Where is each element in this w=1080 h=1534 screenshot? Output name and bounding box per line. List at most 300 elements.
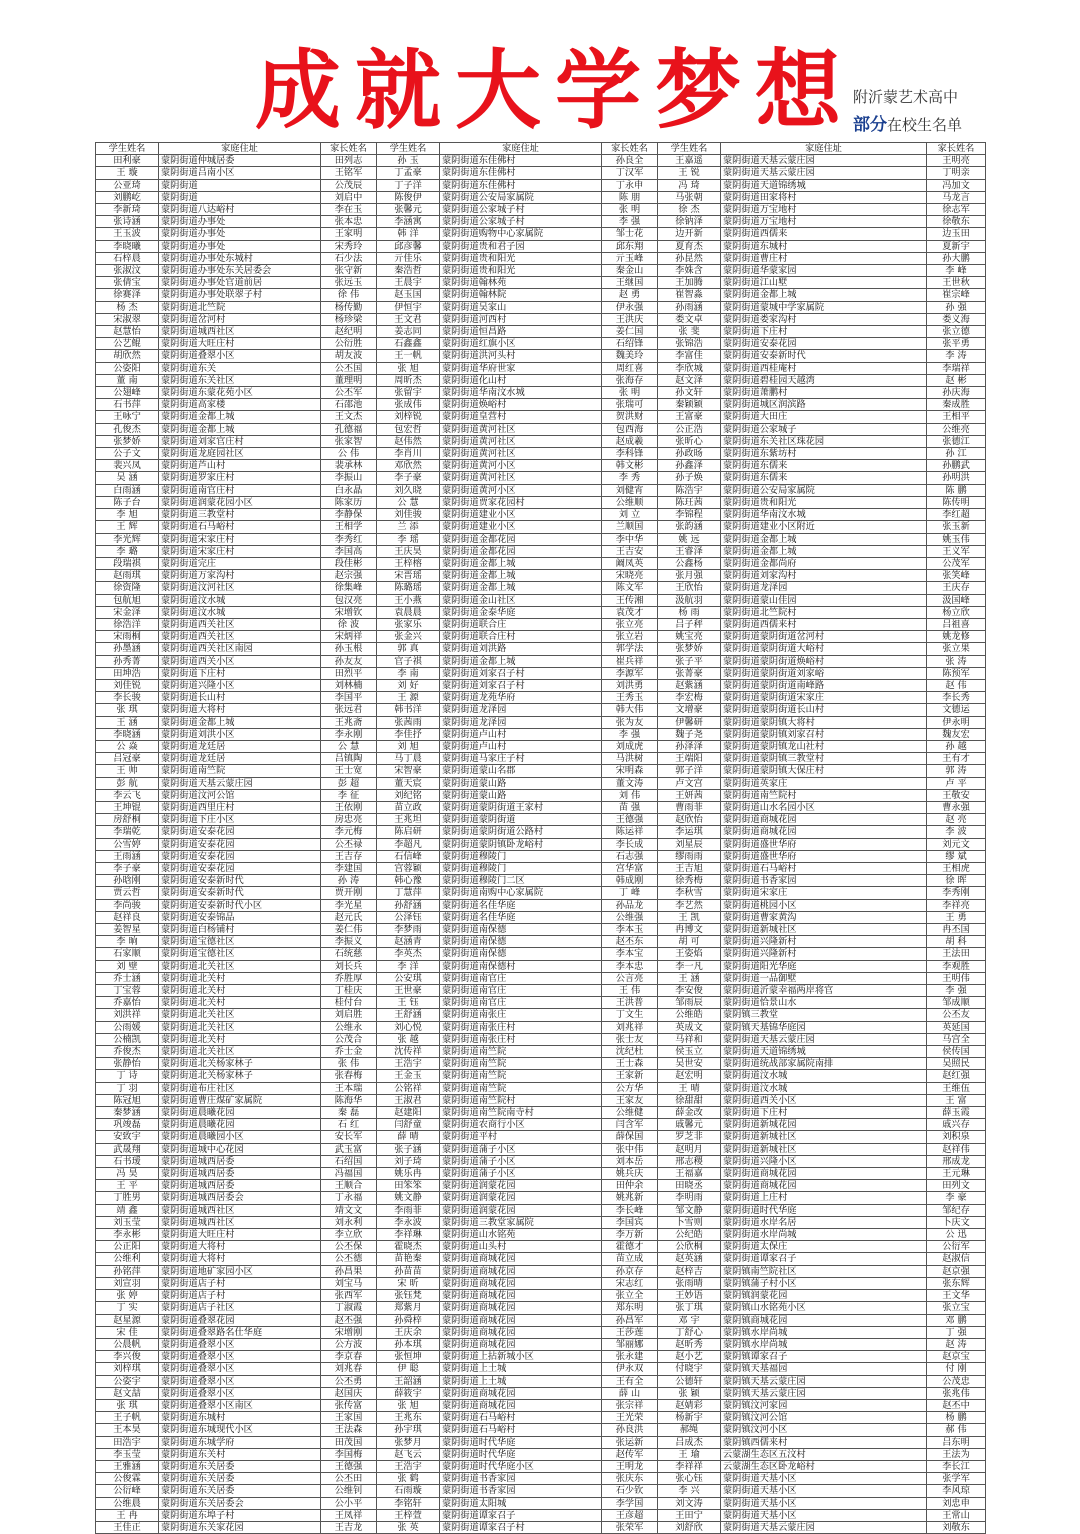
student-name-cell: 孙鑫泽 [658,460,721,472]
parent-name-cell: 胡 科 [927,936,986,948]
parent-name-cell: 赵丕东 [602,936,658,948]
address-cell: 蒙阴街道龙泽园 [440,704,602,716]
table-row [96,1253,986,1265]
parent-name-cell: 姚龙修 [927,631,986,643]
student-name-cell: 赵建阳 [377,1107,440,1119]
address-cell: 蒙阴街道蒙阴街道 [440,814,602,826]
parent-name-cell: 赵京强 [927,1265,986,1277]
address-cell: 蒙阴街道书香家园 [440,1473,602,1485]
student-name-cell: 张 旭 [377,362,440,374]
address-cell: 蒙阴街道东城学府 [159,1436,321,1448]
student-name-cell: 李晓曦 [96,240,159,252]
address-cell: 蒙阴镇汶河公馆 [721,1412,927,1424]
student-name-cell: 孙秀菁 [96,655,159,667]
parent-name-cell: 郭 涛 [927,765,986,777]
student-name-cell: 王嘉遥 [658,155,721,167]
student-name-cell: 郭 真 [377,643,440,655]
parent-name-cell: 刘 伟 [602,789,658,801]
parent-name-cell: 裴承林 [321,460,377,472]
student-name-cell: 赵星源 [96,1314,159,1326]
student-name-cell: 刘佳锐 [96,679,159,691]
parent-name-cell: 刘元文 [927,838,986,850]
student-name-cell: 丁 诗 [96,1070,159,1082]
student-name-cell: 孙墨涵 [96,643,159,655]
student-name-cell: 孙文轩 [658,387,721,399]
student-name-cell: 包航旭 [96,594,159,606]
student-name-cell: 孙泽泽 [658,740,721,752]
address-cell: 蒙阴街道翰林院 [440,289,602,301]
student-name-cell: 付晓宇 [658,1363,721,1375]
address-cell: 蒙阴街道南官庄 [440,972,602,984]
student-name-cell: 刘星辰 [658,838,721,850]
address-cell: 蒙阴街道东儒来 [721,460,927,472]
student-name-cell: 王梓榕 [377,557,440,569]
table-row [96,1155,986,1167]
address-cell: 蒙阴街道罗家庄村 [159,472,321,484]
student-name-cell: 李 瑶 [377,533,440,545]
parent-name-cell: 赵淑信 [927,1253,986,1265]
parent-name-cell: 公丕国 [321,362,377,374]
address-cell: 蒙阴街道兴隆小区 [159,679,321,691]
student-name-cell: 李安俊 [658,985,721,997]
address-cell: 蒙阴街道蒙阴街道南峰路 [721,679,927,691]
address-cell: 蒙阴街道安泰花园 [159,850,321,862]
parent-name-cell: 赵纪明 [321,326,377,338]
student-name-cell: 李永彬 [96,1229,159,1241]
table-row [96,704,986,716]
parent-name-cell: 王凤祥 [321,1509,377,1521]
table-row [96,1473,986,1485]
student-name-cell: 张成伟 [377,399,440,411]
parent-name-cell: 王世秋 [927,277,986,289]
address-cell: 蒙阴街道龙苑华府 [440,692,602,704]
parent-name-cell: 贾开刚 [321,887,377,899]
address-cell: 蒙阴街道南保德 [440,948,602,960]
student-name-cell: 秦梦涵 [96,1107,159,1119]
address-cell: 蒙阴街道宋家庄村 [159,533,321,545]
table-row [96,1143,986,1155]
address-cell: 蒙阴街道刘洪路 [440,643,602,655]
parent-name-cell: 夏新宇 [927,240,986,252]
student-name-cell: 赵涵青 [377,936,440,948]
student-name-cell: 田笨笨 [377,1180,440,1192]
student-name-cell: 王 平 [96,1180,159,1192]
table-row [96,1082,986,1094]
student-name-cell: 邱彦馨 [377,240,440,252]
parent-name-cell: 公衍胜 [321,338,377,350]
student-name-cell: 夏育杰 [658,240,721,252]
table-row [96,338,986,350]
parent-name-cell: 杨 鹏 [927,1412,986,1424]
address-cell: 蒙阴街道天基云蒙庄园 [721,155,927,167]
parent-name-cell: 陈传明 [927,496,986,508]
address-cell: 蒙阴街道洪河头村 [440,350,602,362]
address-cell: 蒙阴街道南竺院 [440,1046,602,1058]
parent-name-cell: 陈 鹏 [927,484,986,496]
address-cell: 蒙阴街道商城花园 [440,1338,602,1350]
student-name-cell: 石梓晨 [96,252,159,264]
address-cell: 蒙阴街道下庄村 [721,326,927,338]
table-row [96,960,986,972]
parent-name-cell: 陈文军 [602,582,658,594]
student-name-cell: 曹雨菲 [658,801,721,813]
parent-name-cell: 石少法 [321,252,377,264]
address-cell: 蒙阴街道南官庄 [440,997,602,1009]
table-row [96,1131,986,1143]
table-row [96,911,986,923]
table-row [96,765,986,777]
student-name-cell: 孙子焕 [658,472,721,484]
address-cell: 蒙阴街道吕南小区 [159,167,321,179]
student-name-cell: 李佳抒 [377,728,440,740]
table-row [96,850,986,862]
student-name-cell: 王世豪 [377,985,440,997]
address-cell: 蒙阴街道时代华庭 [721,1204,927,1216]
address-cell: 蒙阴街道沂蒙幸福两岸将官 [721,985,927,997]
student-name-cell: 张留宇 [377,387,440,399]
address-cell: 蒙阴街道蒙城中学家属院 [721,301,927,313]
parent-name-cell: 丁文生 [602,1009,658,1021]
parent-name-cell: 张立果 [927,643,986,655]
address-cell: 蒙阴街道东关村 [159,1448,321,1460]
student-name-cell: 李宏梅 [658,692,721,704]
student-name-cell: 丁舒心 [658,1326,721,1338]
student-name-cell: 石鑫鑫 [377,338,440,350]
student-name-cell: 公 慧 [377,496,440,508]
student-name-cell: 王富豪 [658,411,721,423]
parent-name-cell: 李本玉 [602,924,658,936]
table-row [96,362,986,374]
address-cell: 蒙阴街道太阳城 [440,1497,602,1509]
address-cell: 蒙阴街道万宝地村 [721,216,927,228]
student-name-cell: 董天宸 [377,777,440,789]
address-cell: 蒙阴街道下庄村 [721,1107,927,1119]
student-name-cell: 王雨涵 [96,850,159,862]
address-cell: 蒙阴镇汶河小区 [721,1424,927,1436]
student-name-cell: 孙晗刚 [96,875,159,887]
student-name-cell: 丁慧萍 [377,887,440,899]
address-cell: 蒙阴街道龙泽园 [721,582,927,594]
parent-name-cell: 张玉新 [927,521,986,533]
parent-name-cell: 公丕友 [927,1009,986,1021]
parent-name-cell: 周红喜 [602,362,658,374]
address-cell: 蒙阴街道仲城居委 [159,155,321,167]
student-name-cell: 张诗涵 [96,216,159,228]
student-name-cell: 李肖川 [377,448,440,460]
header-row [96,143,986,155]
address-cell: 蒙阴街道吴家山 [440,301,602,313]
student-name-cell: 孙铭萍 [96,1265,159,1277]
parent-name-cell: 贺洪财 [602,411,658,423]
parent-name-cell: 宋志红 [602,1277,658,1289]
parent-name-cell: 赵红强 [927,1070,986,1082]
table-row [96,472,986,484]
student-name-cell: 刘洪祥 [96,1009,159,1021]
student-name-cell: 裴兴凤 [96,460,159,472]
parent-name-cell: 刘敬东 [927,1521,986,1533]
table-row [96,1290,986,1302]
address-cell: 蒙阴街道完庄 [159,557,321,569]
address-cell: 蒙阴街道娄家沟村 [721,313,927,325]
student-name-cell: 李 旭 [96,509,159,521]
student-name-cell: 李艺然 [658,899,721,911]
parent-name-cell: 公方波 [321,1338,377,1350]
student-name-cell: 董 南 [96,374,159,386]
parent-name-cell: 孙京存 [602,1265,658,1277]
address-cell: 蒙阴街道东关社区珠花园 [721,435,927,447]
address-cell: 蒙阴街道黄河小区 [440,484,602,496]
table-row [96,277,986,289]
student-name-cell: 李锦程 [658,509,721,521]
parent-name-cell: 李振义 [321,936,377,948]
student-name-cell: 李雨菲 [377,1204,440,1216]
address-cell: 蒙阴街道蒙阴街道刘家峪 [721,667,927,679]
student-name-cell: 王 冉 [96,1509,159,1521]
table-row [96,972,986,984]
table-row [96,1229,986,1241]
parent-name-cell: 丁永福 [321,1192,377,1204]
parent-name-cell: 姚兆新 [602,1192,658,1204]
parent-name-cell: 卜庆文 [927,1216,986,1228]
student-name-cell: 公纪皓 [658,1229,721,1241]
student-name-cell: 田利豪 [96,155,159,167]
parent-name-cell: 安长军 [321,1131,377,1143]
student-name-cell: 公亚琦 [96,179,159,191]
table-row [96,265,986,277]
student-name-cell: 张子平 [658,655,721,667]
address-cell: 蒙阴街道大田庄 [721,411,927,423]
parent-name-cell: 公茂合 [321,1033,377,1045]
table-row [96,1070,986,1082]
parent-name-cell: 李长江 [927,1460,986,1472]
parent-name-cell: 陈家历 [321,496,377,508]
address-cell: 蒙阴街道金都花园 [440,545,602,557]
student-name-cell: 李玉莹 [96,1448,159,1460]
parent-name-cell: 宋明森 [602,765,658,777]
parent-name-cell: 吕镇陶 [321,753,377,765]
parent-name-cell: 伊永明 [927,716,986,728]
table-row [96,1338,986,1350]
parent-name-cell: 李 征 [321,789,377,801]
address-cell: 蒙阴街道贵和阳光 [721,496,927,508]
student-name-cell: 巩竣磊 [96,1119,159,1131]
address-cell: 蒙阴街道天基小区 [721,1485,927,1497]
table-row [96,1119,986,1131]
student-name-cell: 石雨璇 [377,1485,440,1497]
student-name-cell: 张 琪 [96,704,159,716]
student-name-cell: 靖 鑫 [96,1204,159,1216]
address-cell: 蒙阴街道黄河社区 [440,448,602,460]
parent-name-cell: 王德强 [602,814,658,826]
address-cell: 蒙阴街道时代华庭 [440,1448,602,1460]
student-name-cell: 陈璐瑶 [377,582,440,594]
parent-name-cell: 李本宝 [602,948,658,960]
address-cell: 蒙阴街道贵和阳光 [440,252,602,264]
parent-name-cell: 刘 立 [602,509,658,521]
student-name-cell: 姚乐冉 [377,1168,440,1180]
address-cell: 蒙阴街道蒙阴街道王家村 [440,801,602,813]
address-cell: 蒙阴街道大旺庄村 [159,338,321,350]
address-cell: 蒙阴街道刘洪小区 [159,728,321,740]
address-cell: 蒙阴街道东佳佛村 [440,167,602,179]
parent-name-cell: 公丕禄 [321,838,377,850]
parent-name-cell: 宫华富 [602,862,658,874]
student-name-cell: 刘宣羽 [96,1277,159,1289]
address-cell: 蒙阴街道上拈新城小区 [440,1351,602,1363]
student-name-cell: 邓 宇 [658,1314,721,1326]
student-name-cell: 公安琪 [377,972,440,984]
parent-name-cell: 张士友 [602,1033,658,1045]
table-row [96,582,986,594]
parent-name-cell: 秦金山 [602,265,658,277]
student-name-cell: 魏子尧 [658,728,721,740]
table-row [96,924,986,936]
student-name-cell: 李 兴 [658,1485,721,1497]
parent-name-cell: 袁茂才 [602,606,658,618]
address-cell: 蒙阴街道太保庄 [721,1241,927,1253]
address-cell: 蒙阴街道东关 [159,362,321,374]
student-name-cell: 赵婧彩 [658,1399,721,1411]
student-name-cell: 赵雨琪 [96,570,159,582]
student-name-cell: 丁孟豪 [377,167,440,179]
list-note-rest: 在校生名单 [887,116,963,134]
student-name-cell: 张月强 [658,570,721,582]
parent-name-cell: 王士宽 [321,765,377,777]
address-cell: 蒙阴街道城西居委 [159,1155,321,1167]
student-name-cell: 赵明月 [658,1143,721,1155]
parent-name-cell: 侯传国 [927,1046,986,1058]
table-row [96,1375,986,1387]
table-row [96,509,986,521]
address-cell: 蒙阴街道城区润滨路 [721,399,927,411]
student-name-cell: 王雅涵 [96,1460,159,1472]
parent-name-cell: 张家智 [321,435,377,447]
address-cell: 蒙阴街道办事处东关居委会 [159,265,321,277]
parent-name-cell: 曹永强 [927,801,986,813]
student-name-cell: 石家顺 [96,948,159,960]
parent-name-cell: 赵 涛 [927,1338,986,1350]
parent-name-cell: 张中伟 [602,1143,658,1155]
parent-name-cell: 公 伟 [321,448,377,460]
address-cell: 蒙阴街道八达峪村 [159,204,321,216]
parent-name-cell: 李京春 [321,1351,377,1363]
parent-name-cell: 孙鹏武 [927,460,986,472]
parent-name-cell: 乔胜厚 [321,972,377,984]
parent-name-cell: 李观胜 [927,960,986,972]
table-row [96,1424,986,1436]
address-cell: 蒙阴街道万家沟村 [159,570,321,582]
parent-name-cell: 崔兵祥 [602,655,658,667]
student-name-cell: 崔智淼 [658,289,721,301]
table-row [96,618,986,630]
student-name-cell: 李秋雪 [658,887,721,899]
parent-name-cell: 丁 强 [927,1326,986,1338]
table-row [96,643,986,655]
student-name-cell: 宋 佳 [96,1326,159,1338]
student-name-cell: 安致宇 [96,1131,159,1143]
address-cell: 蒙阴街道公安局家属院 [440,191,602,203]
address-cell: 蒙阴街道润蒙花园 [440,1204,602,1216]
parent-name-cell: 李国宾 [602,1216,658,1228]
student-name-cell: 刘久晓 [377,484,440,496]
student-name-cell: 冉博文 [658,924,721,936]
address-cell: 蒙阴街道北关社区 [159,1046,321,1058]
parent-name-cell: 李立欣 [321,1229,377,1241]
address-cell: 蒙阴街道黄河社区 [440,472,602,484]
parent-name-cell: 魏美玲 [602,350,658,362]
address-cell: 蒙阴街道芦山村 [159,460,321,472]
address-cell: 蒙阴街道江山墅 [721,277,927,289]
address-cell: 蒙阴街道水岸尚城 [721,1229,927,1241]
parent-name-cell: 李建国 [321,862,377,874]
student-name-cell: 陈俊伊 [377,191,440,203]
address-cell: 蒙阴街道天基云蒙庄园 [721,1033,927,1045]
address-cell: 蒙阴街道谭家召子 [721,1253,927,1265]
address-cell: 蒙阴街道东城村 [721,240,927,252]
parent-name-cell: 陈运祥 [602,826,658,838]
column-header: 学生姓名 [377,143,440,155]
student-name-cell: 赵文喆 [96,1387,159,1399]
address-cell: 蒙阴街道穆陵门 [440,850,602,862]
student-name-cell: 张 英 [377,1521,440,1533]
parent-name-cell: 白永晶 [321,484,377,496]
parent-name-cell: 吕祖喜 [927,618,986,630]
student-name-cell: 包宏哲 [377,423,440,435]
address-cell: 蒙阴街道西关社区 [159,631,321,643]
parent-name-cell: 李祥亮 [927,899,986,911]
student-name-cell: 宋晋瑶 [377,570,440,582]
student-name-cell: 公姿阳 [96,362,159,374]
address-cell: 蒙阴街道天基云蒙庄园 [721,167,927,179]
address-cell: 蒙阴街道卢山村 [440,728,602,740]
parent-name-cell: 王吉龙 [321,1521,377,1533]
table-row [96,179,986,191]
parent-name-cell: 秦成胜 [927,399,986,411]
student-name-cell: 王淑君 [377,1094,440,1106]
parent-name-cell: 张传富 [321,1399,377,1411]
student-name-cell: 王 璇 [96,167,159,179]
address-cell: 蒙阴街道东埠子村 [159,1509,321,1521]
parent-name-cell: 公茂军 [927,557,986,569]
address-cell: 蒙阴镇水岸尚城 [721,1338,927,1350]
student-name-cell: 王 锐 [658,167,721,179]
student-name-cell: 赵梓吉 [658,1265,721,1277]
address-cell: 蒙阴街道公安局家属院 [721,484,927,496]
student-name-cell: 张钰梵 [377,1290,440,1302]
address-cell: 蒙阴街道北关杨家林子 [159,1070,321,1082]
address-cell: 蒙阴街道办事处 [159,216,321,228]
student-name-cell: 李 晌 [96,936,159,948]
table-row [96,326,986,338]
table-row [96,862,986,874]
parent-name-cell: 徐 晖 [927,875,986,887]
parent-name-cell: 王义军 [927,545,986,557]
parent-name-cell: 石绍锋 [602,338,658,350]
student-name-cell: 徐赛泽 [96,289,159,301]
page-title: 成就大学梦想 [255,41,855,141]
parent-name-cell: 阚凤英 [602,557,658,569]
address-cell: 蒙阴街道大将村 [159,704,321,716]
address-cell: 蒙阴镇三教堂 [721,1009,927,1021]
parent-name-cell: 宋增刚 [321,1326,377,1338]
address-cell: 蒙阴街道碧桂园天越湾 [721,374,927,386]
parent-name-cell: 公丕勇 [321,1375,377,1387]
table-row [96,1363,986,1375]
address-cell: 蒙阴街道新城社区 [721,924,927,936]
student-name-cell: 赵宏明 [658,1070,721,1082]
address-cell: 蒙阴街道蒲子小区 [440,1168,602,1180]
student-name-cell: 李 南 [377,667,440,679]
